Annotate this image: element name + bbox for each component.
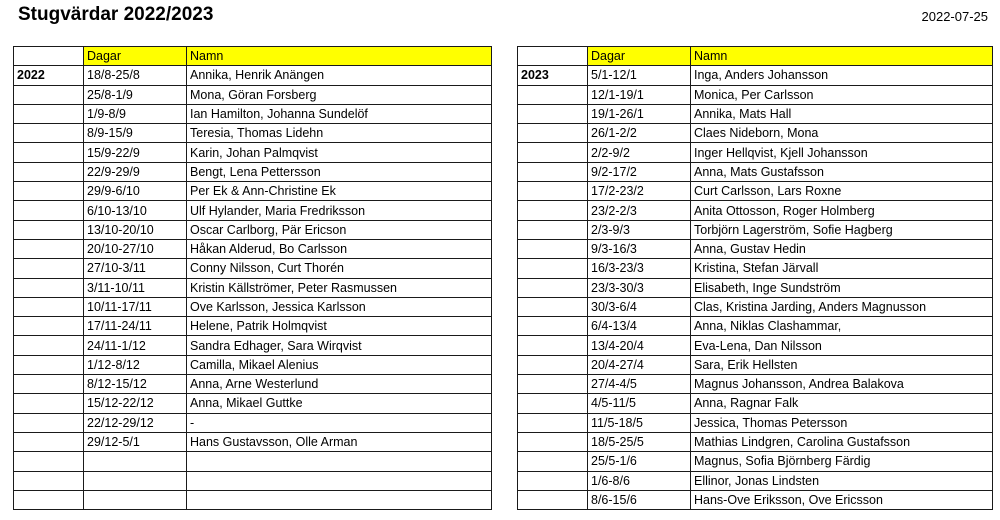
namn-cell: Anna, Arne Westerlund — [187, 375, 492, 394]
table-row — [518, 432, 993, 451]
table-row — [14, 66, 492, 85]
table-row — [518, 124, 993, 143]
namn-cell: Ellinor, Jonas Lindsten — [691, 471, 993, 490]
table-row — [14, 143, 492, 162]
dagar-cell: 2/3-9/3 — [588, 220, 691, 239]
namn-cell: Inger Hellqvist, Kjell Johansson — [691, 143, 993, 162]
dagar-cell: 9/2-17/2 — [588, 162, 691, 181]
table-row — [14, 413, 492, 432]
dagar-cell: 25/5-1/6 — [588, 452, 691, 471]
table-row — [518, 297, 993, 316]
table-row — [14, 432, 492, 451]
dagar-cell: 10/11-17/11 — [84, 297, 187, 316]
dagar-cell: 1/9-8/9 — [84, 104, 187, 123]
namn-cell: Inga, Anders Johansson — [691, 66, 993, 85]
namn-cell: Per Ek & Ann-Christine Ek — [187, 182, 492, 201]
namn-cell: Hans-Ove Eriksson, Ove Ericsson — [691, 490, 993, 509]
dagar-cell: 1/12-8/12 — [84, 355, 187, 374]
table-row — [518, 201, 993, 220]
dagar-cell — [84, 452, 187, 471]
table-row — [14, 239, 492, 258]
year-cell — [14, 375, 84, 394]
dagar-cell: 5/1-12/1 — [588, 66, 691, 85]
schedule-table-2023 — [517, 46, 993, 510]
dagar-cell: 20/4-27/4 — [588, 355, 691, 374]
dagar-cell: 20/10-27/10 — [84, 239, 187, 258]
schedule-table-2022 — [13, 46, 492, 510]
page-title: Stugvärdar 2022/2023 — [18, 4, 214, 25]
namn-cell: Monica, Per Carlsson — [691, 85, 993, 104]
dagar-cell: 15/12-22/12 — [84, 394, 187, 413]
dagar-cell: 24/11-1/12 — [84, 336, 187, 355]
header-namn: Namn — [187, 47, 492, 66]
year-cell — [518, 104, 588, 123]
dagar-cell: 22/12-29/12 — [84, 413, 187, 432]
table-row — [518, 375, 993, 394]
namn-cell: Magnus, Sofia Björnberg Färdig — [691, 452, 993, 471]
dagar-cell: 8/12-15/12 — [84, 375, 187, 394]
dagar-cell: 27/10-3/11 — [84, 259, 187, 278]
table-row — [14, 124, 492, 143]
namn-cell: Jessica, Thomas Petersson — [691, 413, 993, 432]
namn-cell: Bengt, Lena Pettersson — [187, 162, 492, 181]
dagar-cell: 19/1-26/1 — [588, 104, 691, 123]
year-cell — [518, 452, 588, 471]
header-row — [518, 47, 993, 66]
year-cell — [518, 201, 588, 220]
dagar-cell: 23/3-30/3 — [588, 278, 691, 297]
table-row — [14, 182, 492, 201]
table-row — [518, 413, 993, 432]
year-cell — [14, 355, 84, 374]
namn-cell: Hans Gustavsson, Olle Arman — [187, 432, 492, 451]
year-cell — [14, 452, 84, 471]
dagar-cell: 15/9-22/9 — [84, 143, 187, 162]
namn-cell: Ove Karlsson, Jessica Karlsson — [187, 297, 492, 316]
year-cell — [14, 124, 84, 143]
dagar-cell: 2/2-9/2 — [588, 143, 691, 162]
table-row — [14, 452, 492, 471]
namn-cell: Annika, Henrik Anängen — [187, 66, 492, 85]
dagar-cell: 3/11-10/11 — [84, 278, 187, 297]
dagar-cell: 22/9-29/9 — [84, 162, 187, 181]
year-cell — [518, 375, 588, 394]
namn-cell: Anna, Niklas Clashammar, — [691, 317, 993, 336]
table-row — [518, 394, 993, 413]
namn-cell: Oscar Carlborg, Pär Ericson — [187, 220, 492, 239]
table-row — [14, 201, 492, 220]
table-row — [14, 278, 492, 297]
year-cell — [518, 162, 588, 181]
namn-cell: Torbjörn Lagerström, Sofie Hagberg — [691, 220, 993, 239]
header-year-cell — [14, 47, 84, 66]
year-cell — [14, 394, 84, 413]
namn-cell: Claes Nideborn, Mona — [691, 124, 993, 143]
year-cell — [14, 182, 84, 201]
year-cell — [518, 413, 588, 432]
table-row — [14, 85, 492, 104]
table-row — [14, 375, 492, 394]
year-cell — [518, 143, 588, 162]
header-dagar: Dagar — [588, 47, 691, 66]
year-cell — [14, 162, 84, 181]
table-row — [518, 317, 993, 336]
table-row — [518, 239, 993, 258]
namn-cell: Conny Nilsson, Curt Thorén — [187, 259, 492, 278]
header-row — [14, 47, 492, 66]
year-cell — [14, 297, 84, 316]
namn-cell: Ian Hamilton, Johanna Sundelöf — [187, 104, 492, 123]
table-row — [518, 182, 993, 201]
namn-cell: Helene, Patrik Holmqvist — [187, 317, 492, 336]
year-cell: 2022 — [14, 66, 84, 85]
namn-cell: Clas, Kristina Jarding, Anders Magnusson — [691, 297, 993, 316]
dagar-cell — [84, 490, 187, 509]
header-year-cell — [518, 47, 588, 66]
year-cell — [14, 239, 84, 258]
year-cell — [14, 336, 84, 355]
table-row — [14, 220, 492, 239]
table-row — [14, 336, 492, 355]
dagar-cell: 8/9-15/9 — [84, 124, 187, 143]
table-row — [518, 66, 993, 85]
dagar-cell: 26/1-2/2 — [588, 124, 691, 143]
table-row — [518, 85, 993, 104]
namn-cell: Ulf Hylander, Maria Fredriksson — [187, 201, 492, 220]
year-cell — [518, 124, 588, 143]
dagar-cell: 16/3-23/3 — [588, 259, 691, 278]
namn-cell: Curt Carlsson, Lars Roxne — [691, 182, 993, 201]
namn-cell: Mathias Lindgren, Carolina Gustafsson — [691, 432, 993, 451]
year-cell — [14, 201, 84, 220]
year-cell: 2023 — [518, 66, 588, 85]
dagar-cell — [84, 471, 187, 490]
year-cell — [518, 317, 588, 336]
namn-cell: Camilla, Mikael Alenius — [187, 355, 492, 374]
header-dagar: Dagar — [84, 47, 187, 66]
namn-cell: - — [187, 413, 492, 432]
table-row — [14, 355, 492, 374]
year-cell — [518, 490, 588, 509]
dagar-cell: 29/9-6/10 — [84, 182, 187, 201]
year-cell — [518, 239, 588, 258]
year-cell — [518, 259, 588, 278]
dagar-cell: 30/3-6/4 — [588, 297, 691, 316]
table-row — [518, 278, 993, 297]
table-row — [14, 490, 492, 509]
namn-cell: Kristin Källströmer, Peter Rasmussen — [187, 278, 492, 297]
year-cell — [14, 220, 84, 239]
namn-cell: Teresia, Thomas Lidehn — [187, 124, 492, 143]
year-cell — [518, 471, 588, 490]
dagar-cell: 18/8-25/8 — [84, 66, 187, 85]
dagar-cell: 27/4-4/5 — [588, 375, 691, 394]
table-row — [518, 355, 993, 374]
namn-cell: Eva-Lena, Dan Nilsson — [691, 336, 993, 355]
table-row — [518, 220, 993, 239]
year-cell — [14, 490, 84, 509]
namn-cell: Anna, Gustav Hedin — [691, 239, 993, 258]
dagar-cell: 29/12-5/1 — [84, 432, 187, 451]
table-row — [518, 471, 993, 490]
namn-cell: Anna, Mats Gustafsson — [691, 162, 993, 181]
namn-cell: Sara, Erik Hellsten — [691, 355, 993, 374]
dagar-cell: 4/5-11/5 — [588, 394, 691, 413]
table-row — [14, 394, 492, 413]
year-cell — [518, 394, 588, 413]
table-row — [14, 104, 492, 123]
dagar-cell: 13/10-20/10 — [84, 220, 187, 239]
namn-cell — [187, 490, 492, 509]
namn-cell: Elisabeth, Inge Sundström — [691, 278, 993, 297]
header-namn: Namn — [691, 47, 993, 66]
table-row — [518, 259, 993, 278]
dagar-cell: 8/6-15/6 — [588, 490, 691, 509]
year-cell — [518, 432, 588, 451]
table-row — [14, 297, 492, 316]
table-row — [14, 162, 492, 181]
namn-cell: Kristina, Stefan Järvall — [691, 259, 993, 278]
year-cell — [14, 317, 84, 336]
namn-cell — [187, 471, 492, 490]
document-date: 2022-07-25 — [921, 9, 988, 24]
table-row — [518, 490, 993, 509]
year-cell — [518, 220, 588, 239]
year-cell — [14, 259, 84, 278]
namn-cell: Sandra Edhager, Sara Wirqvist — [187, 336, 492, 355]
namn-cell — [187, 452, 492, 471]
dagar-cell: 6/4-13/4 — [588, 317, 691, 336]
table-row — [14, 317, 492, 336]
table-row — [518, 143, 993, 162]
year-cell — [518, 85, 588, 104]
year-cell — [518, 297, 588, 316]
dagar-cell: 23/2-2/3 — [588, 201, 691, 220]
dagar-cell: 18/5-25/5 — [588, 432, 691, 451]
dagar-cell: 17/2-23/2 — [588, 182, 691, 201]
year-cell — [518, 278, 588, 297]
year-cell — [14, 143, 84, 162]
dagar-cell: 9/3-16/3 — [588, 239, 691, 258]
table-row — [14, 471, 492, 490]
dagar-cell: 25/8-1/9 — [84, 85, 187, 104]
namn-cell: Anna, Mikael Guttke — [187, 394, 492, 413]
year-cell — [518, 355, 588, 374]
year-cell — [518, 336, 588, 355]
namn-cell: Anita Ottosson, Roger Holmberg — [691, 201, 993, 220]
namn-cell: Karin, Johan Palmqvist — [187, 143, 492, 162]
year-cell — [14, 413, 84, 432]
namn-cell: Anna, Ragnar Falk — [691, 394, 993, 413]
dagar-cell: 1/6-8/6 — [588, 471, 691, 490]
dagar-cell: 12/1-19/1 — [588, 85, 691, 104]
year-cell — [14, 278, 84, 297]
namn-cell: Mona, Göran Forsberg — [187, 85, 492, 104]
table-row — [518, 162, 993, 181]
table-row — [518, 452, 993, 471]
namn-cell: Annika, Mats Hall — [691, 104, 993, 123]
namn-cell: Håkan Alderud, Bo Carlsson — [187, 239, 492, 258]
year-cell — [518, 182, 588, 201]
table-row — [518, 336, 993, 355]
year-cell — [14, 471, 84, 490]
dagar-cell: 17/11-24/11 — [84, 317, 187, 336]
table-row — [518, 104, 993, 123]
dagar-cell: 6/10-13/10 — [84, 201, 187, 220]
year-cell — [14, 432, 84, 451]
year-cell — [14, 85, 84, 104]
namn-cell: Magnus Johansson, Andrea Balakova — [691, 375, 993, 394]
year-cell — [14, 104, 84, 123]
dagar-cell: 13/4-20/4 — [588, 336, 691, 355]
table-row — [14, 259, 492, 278]
dagar-cell: 11/5-18/5 — [588, 413, 691, 432]
